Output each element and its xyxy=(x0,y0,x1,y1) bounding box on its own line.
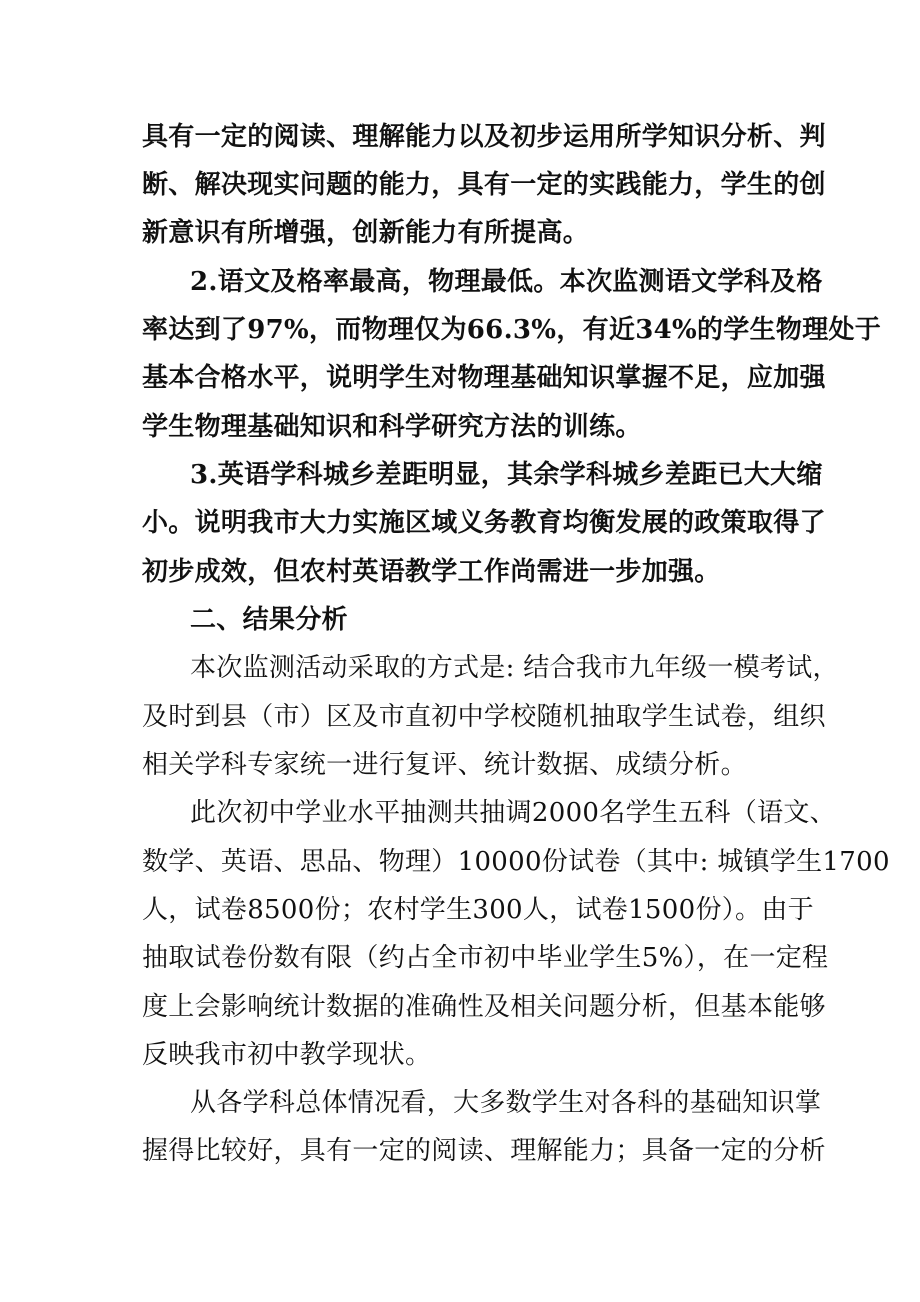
section-heading: 二、结果分析 xyxy=(190,605,348,635)
text-line: 断、解决现实问题的能力，具有一定的实践能力，学生的创 xyxy=(142,170,826,200)
text-line: 学生物理基础知识和科学研究方法的训练。 xyxy=(142,412,642,442)
text-line: 3.英语学科城乡差距明显，其余学科城乡差距已大大缩 xyxy=(190,460,823,490)
text-line: 度上会影响统计数据的准确性及相关问题分析，但基本能够 xyxy=(142,992,826,1022)
text-line: 及时到县（市）区及市直初中学校随机抽取学生试卷，组织 xyxy=(142,702,826,732)
text-line: 初步成效，但农村英语教学工作尚需进一步加强。 xyxy=(142,557,721,587)
text-line: 小。说明我市大力实施区域义务教育均衡发展的政策取得了 xyxy=(142,508,826,538)
text-line: 抽取试卷份数有限（约占全市初中毕业学生5%），在一定程 xyxy=(142,943,829,973)
text-line: 相关学科专家统一进行复评、统计数据、成绩分析。 xyxy=(142,750,747,780)
text-line: 基本合格水平，说明学生对物理基础知识掌握不足，应加强 xyxy=(142,363,826,393)
text-line: 2.语文及格率最高，物理最低。本次监测语文学科及格 xyxy=(190,267,823,297)
text-line: 率达到了97%，而物理仅为66.3%，有近34%的学生物理处于 xyxy=(142,315,882,345)
text-line: 数学、英语、思品、物理）10000份试卷（其中: 城镇学生1700 xyxy=(142,847,890,877)
text-line: 新意识有所增强，创新能力有所提高。 xyxy=(142,218,590,248)
text-line: 本次监测活动采取的方式是: 结合我市九年级一模考试， xyxy=(190,653,839,683)
text-line: 握得比较好，具有一定的阅读、理解能力；具备一定的分析 xyxy=(142,1136,826,1166)
text-line: 从各学科总体情况看，大多数学生对各科的基础知识掌 xyxy=(190,1088,822,1118)
text-line: 反映我市初中教学现状。 xyxy=(142,1040,432,1070)
text-line: 人，试卷8500份；农村学生300人，试卷1500份）。由于 xyxy=(142,895,814,925)
text-line: 具有一定的阅读、理解能力以及初步运用所学知识分析、判 xyxy=(142,122,826,152)
text-line: 此次初中学业水平抽测共抽调2000名学生五科（语文、 xyxy=(190,798,836,828)
